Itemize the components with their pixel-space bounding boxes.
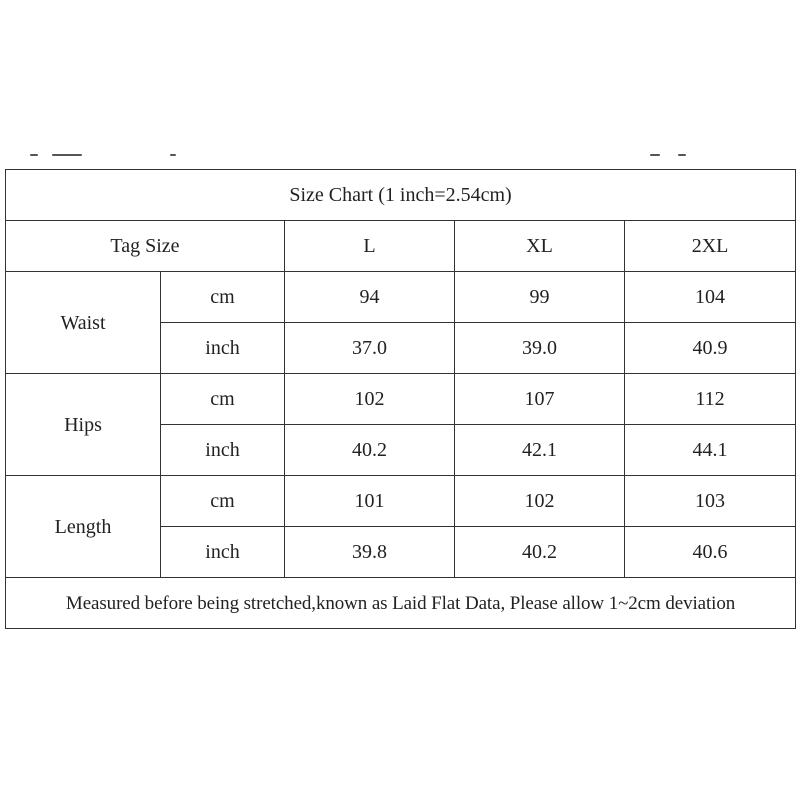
measurement-label-length: Length (6, 476, 161, 578)
size-header-l: L (285, 221, 455, 272)
measurement-label-waist: Waist (6, 272, 161, 374)
table-cell: 99 (455, 272, 625, 323)
unit-label: cm (161, 476, 285, 527)
header-row (6, 221, 796, 272)
table-row (6, 476, 796, 527)
table-cell: 40.6 (625, 527, 796, 578)
note-row (6, 578, 796, 629)
table-cell: 44.1 (625, 425, 796, 476)
chart-title: Size Chart (1 inch=2.54cm) (6, 170, 796, 221)
table-cell: 103 (625, 476, 796, 527)
size-header-xl: XL (455, 221, 625, 272)
table-row (6, 272, 796, 323)
size-header-2xl: 2XL (625, 221, 796, 272)
unit-label: inch (161, 425, 285, 476)
table-cell: 42.1 (455, 425, 625, 476)
unit-label: inch (161, 527, 285, 578)
size-chart-table (5, 169, 796, 629)
measurement-label-hips: Hips (6, 374, 161, 476)
table-cell: 112 (625, 374, 796, 425)
unit-label: inch (161, 323, 285, 374)
measurement-note: Measured before being stretched,known as Laid Flat Data, Please allow 1~2cm deviation (6, 578, 796, 629)
table-cell: 107 (455, 374, 625, 425)
table-cell: 39.8 (285, 527, 455, 578)
table-cell: 40.2 (285, 425, 455, 476)
table-cell: 101 (285, 476, 455, 527)
table-cell: 104 (625, 272, 796, 323)
table-cell: 102 (285, 374, 455, 425)
table-cell: 102 (455, 476, 625, 527)
table-cell: 39.0 (455, 323, 625, 374)
table-row (6, 374, 796, 425)
table-cell: 40.9 (625, 323, 796, 374)
cropped-text-remnant (30, 154, 690, 160)
tag-size-header: Tag Size (6, 221, 285, 272)
table-cell: 37.0 (285, 323, 455, 374)
table-cell: 94 (285, 272, 455, 323)
title-row (6, 170, 796, 221)
table-cell: 40.2 (455, 527, 625, 578)
unit-label: cm (161, 272, 285, 323)
unit-label: cm (161, 374, 285, 425)
